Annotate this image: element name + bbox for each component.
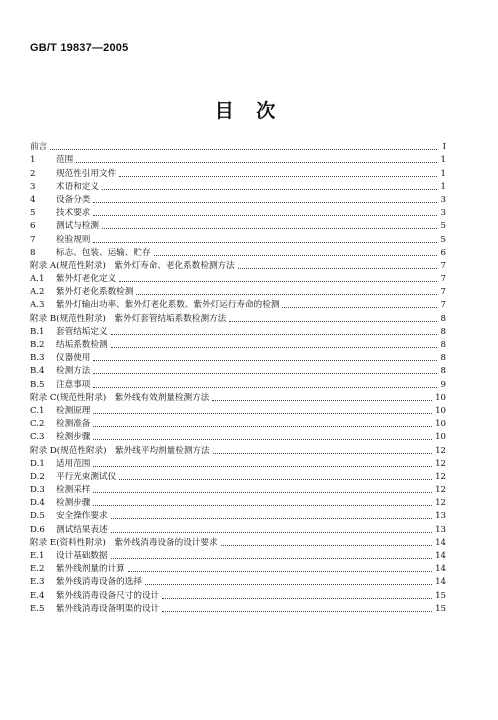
- toc-entry[interactable]: [30, 601, 446, 614]
- dot-leader: [93, 426, 432, 427]
- toc-entry-number: D.1: [30, 458, 45, 469]
- toc-entry-number: B.2: [30, 340, 45, 350]
- toc-entry-page: 1: [440, 168, 446, 179]
- toc-entry-title: 紫外灯老化系数检测: [56, 287, 134, 298]
- toc-entry[interactable]: [30, 574, 446, 587]
- toc-entry[interactable]: [30, 192, 446, 205]
- toc-entry-title: 检测原理: [56, 405, 91, 416]
- dot-leader: [111, 532, 432, 533]
- toc-entry-number: E.5: [30, 603, 45, 614]
- toc-entry[interactable]: [30, 587, 446, 600]
- toc-entry-number: 2: [30, 168, 36, 179]
- toc-entry-page: 14: [435, 577, 446, 588]
- dot-leader: [102, 189, 437, 190]
- toc-entry-number: C.3: [30, 432, 45, 443]
- dot-leader: [136, 294, 437, 295]
- toc-entry-title: 紫外线消毒设备尺寸的设计: [56, 590, 160, 601]
- toc-entry-title: 测试与检测: [56, 221, 99, 232]
- dot-leader: [93, 242, 437, 243]
- toc-entry-number: A.2: [30, 287, 45, 298]
- dot-leader: [93, 202, 437, 203]
- toc-entry-page: 8: [440, 353, 446, 364]
- toc-entry-title: 范围: [56, 155, 74, 166]
- toc-entry-page: 15: [435, 590, 446, 601]
- toc-entry[interactable]: [30, 403, 446, 416]
- toc-entry[interactable]: [30, 456, 446, 469]
- dot-leader: [50, 149, 437, 150]
- dot-leader: [119, 479, 432, 480]
- toc-entry-page: 10: [435, 419, 446, 430]
- toc-entry[interactable]: [30, 139, 446, 152]
- toc-entry-page: 12: [435, 498, 446, 509]
- toc-entry-number: 7: [30, 234, 36, 245]
- toc-entry[interactable]: [30, 179, 446, 192]
- dot-leader: [93, 373, 437, 374]
- toc-entry-title: 前言: [30, 142, 48, 153]
- toc-entry-title: 测试结果表述: [56, 524, 108, 535]
- toc-entry-title: 平行光束测试仪: [56, 471, 117, 482]
- toc-entry[interactable]: [30, 218, 446, 231]
- toc-entry-number: E.4: [30, 590, 45, 601]
- toc-entry-number: B.4: [30, 366, 45, 377]
- toc-entry-page: 14: [435, 564, 446, 575]
- dot-leader: [111, 518, 432, 519]
- dot-leader: [102, 228, 437, 229]
- toc-entry-page: 5: [440, 221, 446, 232]
- dot-leader: [221, 545, 432, 546]
- toc-entry[interactable]: [30, 482, 446, 495]
- toc-entry-page: 10: [435, 432, 446, 443]
- dot-leader: [93, 215, 437, 216]
- toc-entry-page: 8: [440, 340, 446, 350]
- toc-entry-page: 3: [440, 194, 446, 205]
- toc-entry-page: 8: [440, 313, 446, 324]
- toc-entry-page: 8: [440, 366, 446, 377]
- toc-entry[interactable]: [30, 390, 446, 403]
- toc-entry-title: 结垢系数检测: [56, 340, 108, 350]
- toc-entry-page: 13: [435, 511, 446, 522]
- toc-entry-number: E.2: [30, 564, 45, 575]
- toc-entry-number: D.4: [30, 498, 45, 509]
- toc-entry[interactable]: [30, 245, 446, 258]
- dot-leader: [93, 413, 432, 414]
- toc-entry-page: 7: [440, 287, 446, 298]
- dot-leader: [111, 334, 437, 335]
- toc-entry-page: 12: [435, 458, 446, 469]
- toc-entry-page: 8: [440, 326, 446, 337]
- toc-entry[interactable]: [30, 521, 446, 534]
- toc-entry-page: 14: [435, 551, 446, 561]
- toc-entry[interactable]: [30, 376, 446, 389]
- dot-leader: [282, 307, 437, 308]
- toc-entry[interactable]: [30, 508, 446, 521]
- toc-entry-title: 检测步骤: [56, 498, 91, 509]
- toc-entry-number: D.6: [30, 524, 45, 535]
- toc-entry-title: 设备分类: [56, 194, 91, 205]
- toc-entry[interactable]: [30, 205, 446, 218]
- dot-leader: [111, 558, 432, 559]
- toc-entry-page: 6: [440, 247, 446, 258]
- toc-entry[interactable]: [30, 416, 446, 429]
- toc-entry-title: 附录 A(规范性附录) 紫外灯寿命、老化系数检测方法: [30, 260, 235, 271]
- toc-entry-title: 标志、包装、运输、贮存: [56, 247, 151, 258]
- toc-entry-title: 附录 E(资料性附录) 紫外线消毒设备的设计要求: [30, 537, 218, 548]
- toc-entry[interactable]: [30, 548, 446, 561]
- toc-entry-number: 3: [30, 181, 36, 192]
- toc-entry-number: D.2: [30, 471, 45, 482]
- dot-leader: [162, 598, 432, 599]
- toc-entry[interactable]: [30, 324, 446, 337]
- standard-number: GB/T 19837—2005: [30, 42, 129, 54]
- toc-entry-page: 10: [435, 405, 446, 416]
- toc-entry[interactable]: [30, 337, 446, 350]
- toc-entry-title: 紫外线剂量的计算: [56, 564, 125, 575]
- dot-leader: [93, 505, 432, 506]
- toc-entry-title: 附录 B(规范性附录) 紫外灯套管结垢系数检测方法: [30, 313, 227, 324]
- toc-entry-page: 10: [435, 392, 446, 403]
- toc-entry-number: D.5: [30, 511, 45, 522]
- toc-entry-page: 12: [435, 471, 446, 482]
- toc-entry[interactable]: [30, 469, 446, 482]
- table-of-contents: [30, 139, 446, 614]
- toc-entry-title: 设计基础数据: [56, 551, 108, 561]
- toc-entry-page: Ⅰ: [442, 142, 446, 153]
- dot-leader: [93, 360, 437, 361]
- toc-entry-page: 7: [440, 300, 446, 311]
- toc-entry-title: 紫外线消毒设备明渠的设计: [56, 603, 160, 614]
- toc-entry-title: 紫外灯老化定义: [56, 274, 117, 285]
- toc-entry[interactable]: [30, 258, 446, 271]
- dot-leader: [93, 466, 432, 467]
- toc-entry-page: 14: [435, 537, 446, 548]
- toc-entry-title: 紫外线消毒设备的选择: [56, 577, 142, 588]
- toc-entry-title: 规范性引用文件: [56, 168, 117, 179]
- dot-leader: [145, 584, 432, 585]
- toc-entry-number: D.3: [30, 485, 45, 496]
- toc-entry-page: 7: [440, 260, 446, 271]
- toc-entry-page: 1: [440, 181, 446, 192]
- toc-entry[interactable]: [30, 284, 446, 297]
- dot-leader: [111, 347, 437, 348]
- toc-entry-title: 检测准备: [56, 419, 91, 430]
- toc-entry-title: 检测方法: [56, 366, 91, 377]
- toc-entry-number: 1: [30, 155, 36, 166]
- toc-entry-title: 检测采样: [56, 485, 91, 496]
- toc-entry-title: 技术要求: [56, 208, 91, 219]
- toc-entry[interactable]: [30, 363, 446, 376]
- toc-entry-page: 3: [440, 208, 446, 219]
- toc-entry-title: 紫外灯输出功率、紫外灯老化系数、紫外灯运行寿命的检测: [56, 300, 280, 311]
- toc-entry-number: C.2: [30, 419, 45, 430]
- toc-entry-number: C.1: [30, 405, 45, 416]
- toc-entry-page: 7: [440, 274, 446, 285]
- toc-entry-title: 适用范围: [56, 458, 91, 469]
- toc-entry-number: B.1: [30, 326, 45, 337]
- dot-leader: [128, 571, 432, 572]
- toc-entry[interactable]: [30, 561, 446, 574]
- toc-title: 目 次: [214, 100, 284, 122]
- toc-entry[interactable]: [30, 495, 446, 508]
- dot-leader: [119, 176, 437, 177]
- toc-entry-page: 9: [440, 379, 446, 390]
- toc-entry-title: 仪器使用: [56, 353, 91, 364]
- toc-entry-number: 6: [30, 221, 36, 232]
- toc-entry-title: 套管结垢定义: [56, 326, 108, 337]
- toc-entry-number: E.1: [30, 551, 45, 561]
- toc-entry-page: 15: [435, 603, 446, 614]
- dot-leader: [93, 439, 432, 440]
- toc-entry-number: A.1: [30, 274, 45, 285]
- dot-leader: [238, 268, 437, 269]
- toc-entry-title: 注意事项: [56, 379, 91, 390]
- toc-entry[interactable]: [30, 310, 446, 323]
- toc-entry[interactable]: [30, 231, 446, 244]
- dot-leader: [93, 492, 432, 493]
- toc-entry-page: 12: [435, 485, 446, 496]
- toc-entry-number: 8: [30, 247, 36, 258]
- toc-entry-number: 4: [30, 194, 36, 205]
- toc-entry-page: 5: [440, 234, 446, 245]
- toc-entry-title: 术语和定义: [56, 181, 99, 192]
- toc-entry-number: 5: [30, 208, 36, 219]
- toc-entry-title: 附录 C(规范性附录) 紫外线有效剂量检测方法: [30, 392, 210, 403]
- toc-entry[interactable]: [30, 535, 446, 548]
- toc-entry[interactable]: [30, 297, 446, 310]
- toc-entry-number: E.3: [30, 577, 45, 588]
- dot-leader: [154, 255, 437, 256]
- toc-entry-page: 13: [435, 524, 446, 535]
- toc-entry[interactable]: [30, 429, 446, 442]
- toc-entry-number: B.3: [30, 353, 45, 364]
- toc-entry-number: B.5: [30, 379, 45, 390]
- toc-entry-title: 安全操作要求: [56, 511, 108, 522]
- toc-entry-title: 检验规则: [56, 234, 91, 245]
- toc-entry-title: 检测步骤: [56, 432, 91, 443]
- toc-entry-page: 1: [440, 155, 446, 166]
- toc-entry[interactable]: [30, 152, 446, 165]
- toc-entry-page: 12: [435, 445, 446, 456]
- dot-leader: [229, 321, 437, 322]
- dot-leader: [119, 281, 437, 282]
- toc-entry[interactable]: [30, 271, 446, 284]
- toc-entry[interactable]: [30, 165, 446, 178]
- dot-leader: [212, 400, 432, 401]
- dot-leader: [93, 387, 437, 388]
- toc-entry[interactable]: [30, 350, 446, 363]
- dot-leader: [162, 611, 432, 612]
- dot-leader: [213, 453, 432, 454]
- toc-entry-number: A.3: [30, 300, 45, 311]
- toc-entry-title: 附录 D(规范性附录) 紫外线平均剂量检测方法: [30, 445, 210, 456]
- toc-entry[interactable]: [30, 442, 446, 455]
- dot-leader: [76, 162, 437, 163]
